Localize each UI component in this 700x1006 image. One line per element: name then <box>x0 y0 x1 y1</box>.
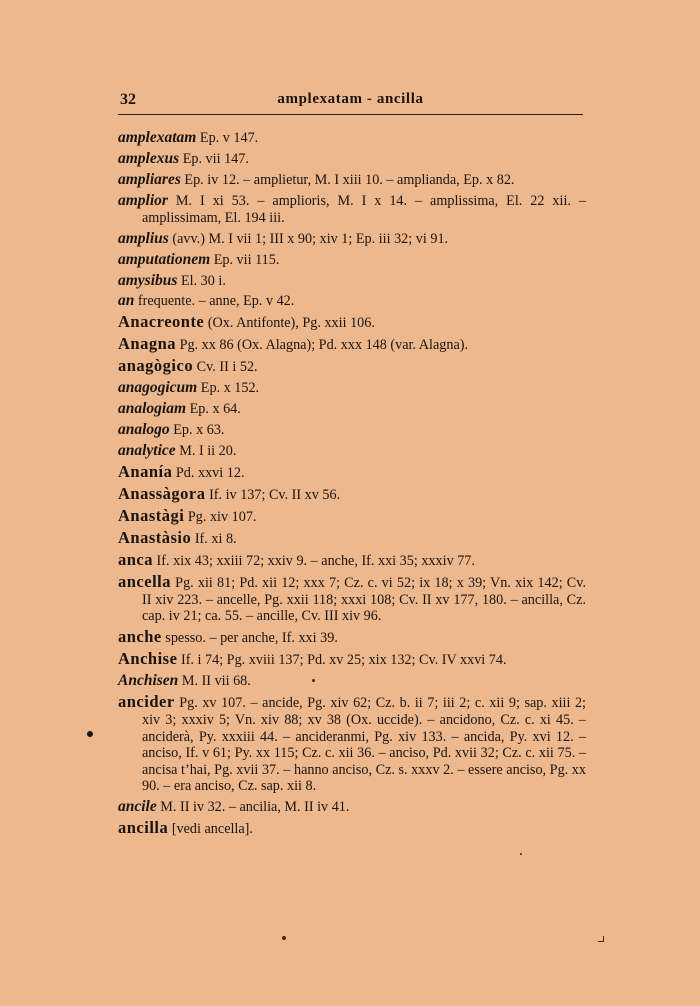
dictionary-entry <box>118 151 586 168</box>
dictionary-entry <box>118 401 586 418</box>
entry-headword: ancella <box>118 572 171 592</box>
page-speck <box>312 679 315 682</box>
entry-citations: If. xix 43; xxiii 72; xxiv 9. – anche, If. xxi 35; xxxiv 77. <box>153 553 475 570</box>
dictionary-entry <box>118 252 586 269</box>
entry-citations: M. II iv 32. – ancilia, M. II iv 41. <box>156 799 350 816</box>
dictionary-entries <box>118 130 586 842</box>
entry-citations: Pg. xiv 107. <box>184 509 257 526</box>
entry-headword: anche <box>118 627 162 647</box>
entry-citations: (Ox. Antifonte), Pg. xxii 106. <box>204 315 375 332</box>
dictionary-entry <box>118 651 586 669</box>
dictionary-entry <box>118 799 586 816</box>
entry-citations: Pg. xii 81; Pd. xii 12; xxx 7; Cz. c. vi 52; ix 18; x 39; Vn. xix 142; Cv. II xiv 223. – ancelle, Pg. xxii 118; xxxi 108; Cv. II xv 177, 180. – ancilla, Cz. cap. iv 21; ca. 55. – ancille, Cv. III xiv 96. <box>142 575 586 625</box>
dictionary-entry <box>118 422 586 439</box>
dictionary-entry <box>118 552 586 570</box>
entry-headword: Anacreonte <box>118 312 205 332</box>
entry-headword: Anagna <box>118 334 177 354</box>
running-head: amplexatam - ancilla <box>277 91 424 107</box>
page-header <box>118 88 583 115</box>
entry-citations: M. I xi 53. – amplioris, M. I x 14. – amplissima, El. 22 xii. – amplissimam, El. 194 iii. <box>142 192 586 226</box>
entry-citations: Cv. II i 52. <box>193 359 258 376</box>
entry-citations: Ep. iv 12. – amplietur, M. I xiii 10. – amplianda, Ep. x 82. <box>180 171 515 188</box>
entry-headword: amplexus <box>118 149 180 167</box>
dictionary-entry <box>118 130 586 147</box>
dictionary-entry <box>118 358 586 376</box>
entry-headword: ampliares <box>118 170 181 188</box>
entry-citations: Pg. xx 86 (Ox. Alagna); Pd. xxx 148 (var. Alagna). <box>176 337 469 354</box>
entry-citations: M. I ii 20. <box>175 443 237 460</box>
entry-headword: amplexatam <box>118 129 197 146</box>
entry-headword: anagògico <box>118 356 194 376</box>
dictionary-entry <box>118 508 586 526</box>
entry-headword: amplius <box>118 229 169 247</box>
entry-citations: spesso. – per anche, If. xxi 39. <box>161 630 338 647</box>
entry-headword: Anchise <box>118 649 178 669</box>
dictionary-entry <box>118 336 586 354</box>
entry-headword: amplior <box>118 191 168 209</box>
dictionary-entry <box>118 464 586 482</box>
entry-citations: M. II vii 68. <box>178 673 251 690</box>
entry-headword: analogo <box>118 421 170 439</box>
margin-bullet <box>87 731 93 737</box>
page-speck <box>520 853 522 855</box>
entry-citations: If. i 74; Pg. xviii 137; Pd. xv 25; xix 132; Cv. IV xxvi 74. <box>177 652 507 669</box>
entry-headword: analytice <box>118 442 176 460</box>
entry-headword: Anastàsio <box>118 528 192 548</box>
entry-headword: ancile <box>118 798 157 816</box>
dictionary-entry <box>118 193 586 226</box>
entry-headword: amysibus <box>118 271 178 289</box>
dictionary-entry <box>118 530 586 548</box>
entry-citations: Ep. vii 115. <box>210 251 280 268</box>
dictionary-entry <box>118 172 586 189</box>
entry-citations: Ep. x 152. <box>197 380 260 397</box>
entry-citations: Ep. v 147. <box>196 130 259 146</box>
entry-headword: anca <box>118 550 153 570</box>
dictionary-entry <box>118 574 586 625</box>
dictionary-entry <box>118 694 586 795</box>
entry-citations: (avv.) M. I vii 1; III x 90; xiv 1; Ep. iii 32; vi 91. <box>168 230 449 247</box>
entry-headword: amputationem <box>118 250 211 268</box>
corner-mark <box>598 936 604 942</box>
entry-citations: El. 30 i. <box>177 272 226 289</box>
entry-citations: frequente. – anne, Ep. v 42. <box>134 293 295 310</box>
entry-citations: Pg. xv 107. – ancide, Pg. xiv 62; Cz. b. ii 7; iii 2; c. xii 9; sap. xiii 2; xiv 3; xxxiv 5; Vn. xiv 88; xv 38 (Ox. uccide). – ancidono, Cz. c. xi 45. – anciderà, Py. xxxiii 44. – ancideranmi, Pg. xiv 133. – ancida, Py. xvi 12. – anciso, If. v 61; Py. xx 115; Cz. c. xii 36. – anciso, Pd. xvii 32; Cz. c. xii 75. – ancisa t’hai, Pg. xvii 37. – hanno anciso, Cz. s. xxxv 2. – essere anciso, Pg. xx 90. – era anciso, Cz. sap. xii 8. <box>142 695 586 795</box>
page-number: 32 <box>120 91 136 108</box>
dictionary-entry <box>118 673 586 690</box>
entry-headword: ancilla <box>118 818 169 838</box>
dictionary-entry <box>118 380 586 397</box>
entry-headword: ancider <box>118 692 175 712</box>
dictionary-entry <box>118 486 586 504</box>
entry-citations: If. iv 137; Cv. II xv 56. <box>205 487 341 504</box>
entry-citations: Ep. vii 147. <box>179 150 249 167</box>
entry-headword: Ananía <box>118 462 173 482</box>
entry-citations: Ep. x 64. <box>186 401 241 418</box>
dictionary-entry <box>118 443 586 460</box>
entry-headword: analogiam <box>118 400 187 418</box>
dictionary-entry <box>118 231 586 248</box>
dictionary-entry <box>118 293 586 310</box>
entry-citations: Ep. x 63. <box>169 422 225 439</box>
entry-headword: Anchisen <box>118 672 179 690</box>
dictionary-entry <box>118 314 586 332</box>
entry-citations: If. xi 8. <box>191 531 237 548</box>
dictionary-entry <box>118 273 586 290</box>
entry-headword: an <box>118 292 135 310</box>
entry-headword: Anassàgora <box>118 484 206 504</box>
entry-headword: Anastàgi <box>118 506 185 526</box>
entry-citations: [vedi ancella]. <box>168 821 253 838</box>
page-speck <box>282 936 286 940</box>
dictionary-entry <box>118 820 586 838</box>
entry-citations: Pd. xxvi 12. <box>172 465 245 482</box>
entry-headword: anagogicum <box>118 379 198 397</box>
dictionary-entry <box>118 629 586 647</box>
